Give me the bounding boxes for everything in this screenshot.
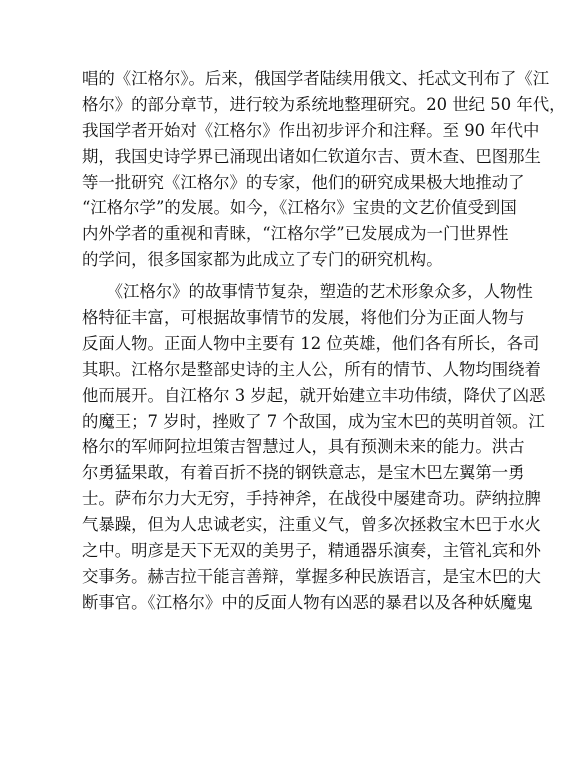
text-line: 之中。明彦是天下无双的美男子，精通器乐演奏，主管礼宾和外 <box>82 541 541 561</box>
body-text <box>82 66 566 616</box>
text-line: 唱的《江格尔》。后来，俄国学者陆续用俄文、托忒文刊布了《江 <box>82 69 550 88</box>
text-line: 《江格尔》的故事情节复杂，塑造的艺术形象众多，人物性 <box>82 282 533 302</box>
text-line: 尔勇猛果敢，有着百折不挠的钢铁意志，是宝木巴左翼第一勇 <box>82 463 525 483</box>
text-line: 我国学者开始对《江格尔》作出初步评介和注释。至 90 年代中 <box>82 120 540 140</box>
text-line: 他而展开。自江格尔 3 岁起，就开始建立丰功伟绩，降伏了凶恶 <box>82 385 546 405</box>
paragraph-1 <box>82 66 566 273</box>
text-line: 气暴躁，但为人忠诚老实，注重义气，曾多次拯救宝木巴于水火 <box>82 515 541 535</box>
text-line: 交事务。赫吉拉干能言善辩，掌握多种民族语言，是宝木巴的大 <box>82 566 541 586</box>
text-line: 的学问，很多国家都为此成立了专门的研究机构。 <box>82 250 443 270</box>
text-line: 格特征丰富，可根据故事情节的发展，将他们分为正面人物与 <box>82 308 525 328</box>
text-line: 内外学者的重视和青睐，“江格尔学”已发展成为一门世界性 <box>82 224 509 244</box>
text-line: 格尔》的部分章节，进行较为系统地整理研究。20 世纪 50 年代， <box>82 94 566 114</box>
text-line: 其职。江格尔是整部史诗的主人公，所有的情节、人物均围绕着 <box>82 359 541 379</box>
text-line: 反面人物。正面人物中主要有 12 位英雄，他们各有所长，各司 <box>82 333 540 353</box>
text-line: 断事官。《江格尔》中的反面人物有凶恶的暴君以及各种妖魔鬼 <box>82 592 533 612</box>
text-line: 格尔的军师阿拉坦策吉智慧过人，具有预测未来的能力。洪古 <box>82 437 525 457</box>
text-line: 等一批研究《江格尔》的专家，他们的研究成果极大地推动了 <box>82 172 525 192</box>
text-line: 的魔王；7 岁时，挫败了 7 个敌国，成为宝木巴的英明首领。江 <box>82 411 545 431</box>
text-line: “江格尔学”的发展。如今，《江格尔》宝贵的文艺价值受到国 <box>82 198 517 218</box>
text-line: 士。萨布尔力大无穷，手持神斧，在战役中屡建奇功。萨纳拉脾 <box>82 489 541 509</box>
paragraph-2 <box>82 279 546 616</box>
text-line: 期，我国史诗学界已涌现出诸如仁钦道尔吉、贾木查、巴图那生 <box>82 146 541 166</box>
